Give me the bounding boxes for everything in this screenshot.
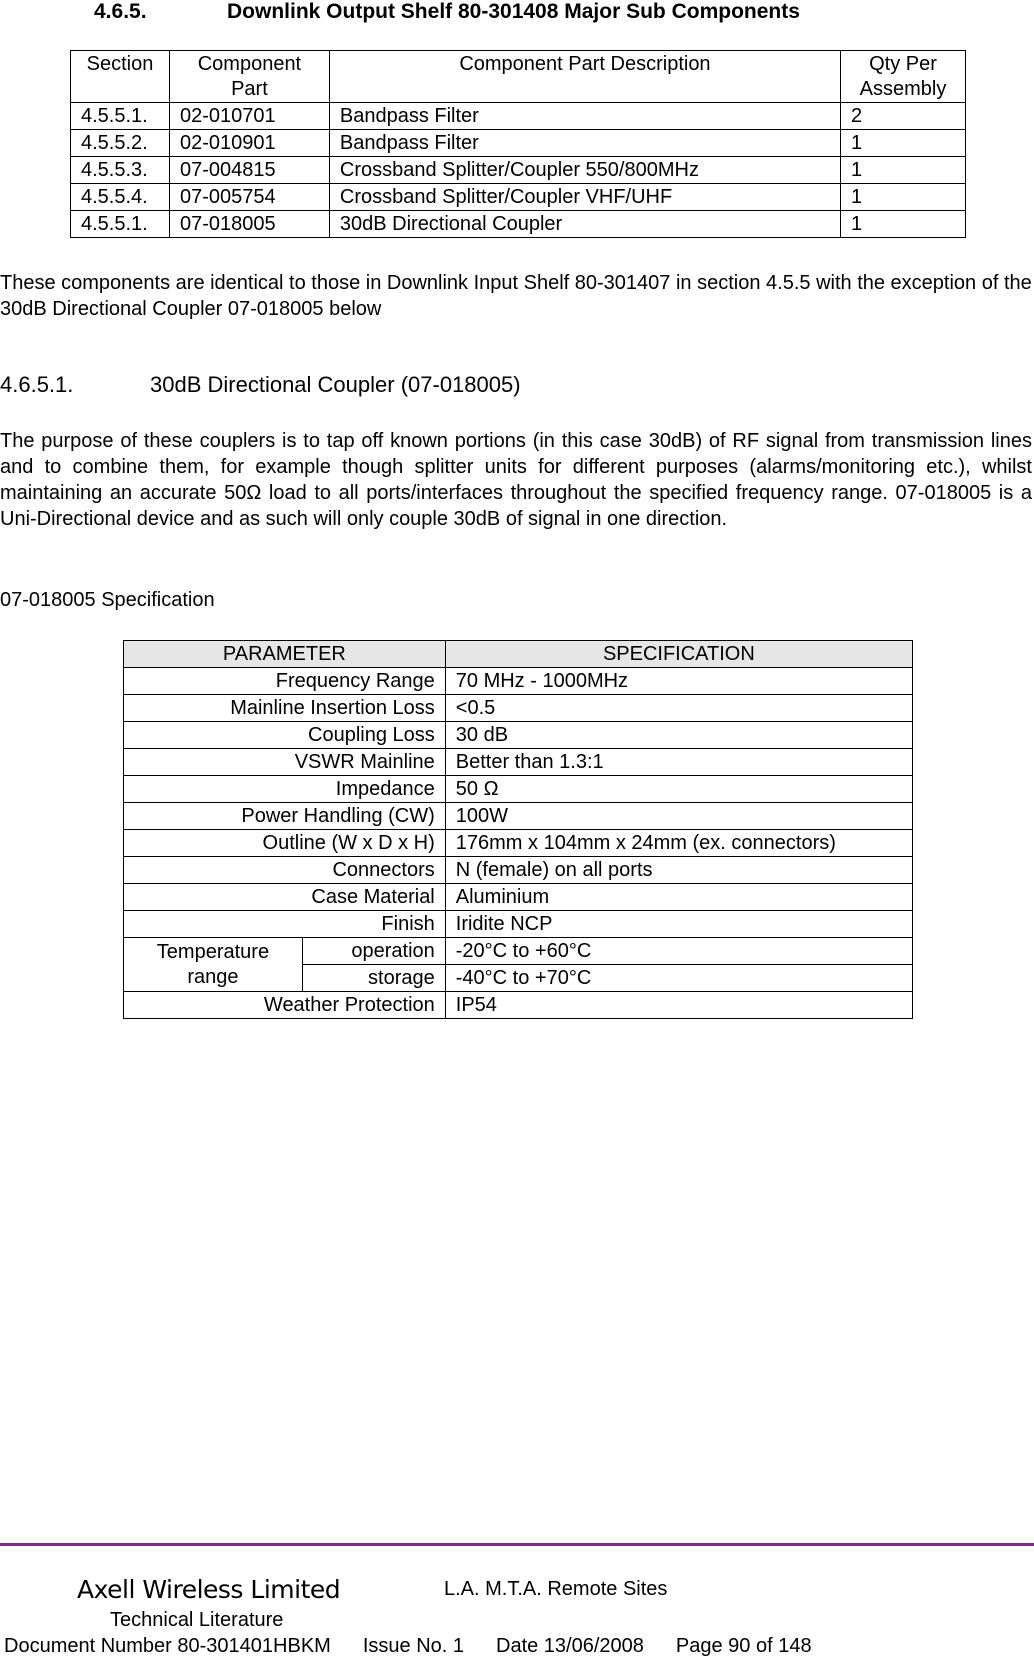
footer-date: Date 13/06/2008 <box>496 1635 644 1657</box>
spec-value: Aluminium <box>445 884 912 911</box>
spec-param: Coupling Loss <box>124 722 446 749</box>
cell-section: 4.5.5.2. <box>71 130 170 157</box>
cell-part: 02-010901 <box>169 130 329 157</box>
col-header-parameter: PARAMETER <box>124 641 446 668</box>
subsection-number: 4.6.5.1. <box>0 372 74 397</box>
section-heading <box>94 0 800 24</box>
table-row <box>71 130 966 157</box>
cell-section: 4.5.5.1. <box>71 103 170 130</box>
footer-site: L.A. M.T.A. Remote Sites <box>444 1578 668 1600</box>
spec-value: N (female) on all ports <box>445 857 912 884</box>
spec-row <box>124 830 913 857</box>
col-header-specification: SPECIFICATION <box>445 641 912 668</box>
spec-row <box>124 749 913 776</box>
spec-title: 07-018005 Specification <box>0 589 215 611</box>
cell-section: 4.5.5.3. <box>71 157 170 184</box>
spec-row <box>124 857 913 884</box>
table-header-row <box>71 51 966 103</box>
intro-note: These components are identical to those in Downlink Input Shelf 80-301407 in section 4.5.5 with the exception of the 30dB Directional Coupler 07-018005 below <box>0 272 1032 320</box>
cell-qty: 2 <box>841 103 966 130</box>
cell-qty: 1 <box>841 157 966 184</box>
table-row <box>71 103 966 130</box>
company-logo-text: Axell Wireless Limited <box>77 1575 341 1604</box>
footer-literature: Technical Literature <box>110 1609 284 1631</box>
temperature-operation-label: operation <box>302 938 445 965</box>
cell-description: Crossband Splitter/Coupler 550/800MHz <box>329 157 840 184</box>
cell-description: Crossband Splitter/Coupler VHF/UHF <box>329 184 840 211</box>
spec-value: 176mm x 104mm x 24mm (ex. connectors) <box>445 830 912 857</box>
spec-param: Mainline Insertion Loss <box>124 695 446 722</box>
spec-param: Case Material <box>124 884 446 911</box>
cell-description: 30dB Directional Coupler <box>329 211 840 238</box>
spec-value: 30 dB <box>445 722 912 749</box>
footer-issue: Issue No. 1 <box>362 1635 464 1657</box>
spec-param: Frequency Range <box>124 668 446 695</box>
temperature-storage-label: storage <box>302 965 445 992</box>
spec-row <box>124 911 913 938</box>
cell-section: 4.5.5.4. <box>71 184 170 211</box>
cell-section: 4.5.5.1. <box>71 211 170 238</box>
cell-part: 07-018005 <box>169 211 329 238</box>
spec-value: 100W <box>445 803 912 830</box>
col-header-description: Component Part Description <box>329 51 840 103</box>
components-table <box>70 50 966 238</box>
spec-row <box>124 938 913 965</box>
spec-row <box>124 992 913 1019</box>
footer-page: Page 90 of 148 <box>675 1635 812 1657</box>
spec-value: <0.5 <box>445 695 912 722</box>
subsection-heading <box>0 372 521 398</box>
spec-row <box>124 776 913 803</box>
col-header-qty: Qty Per Assembly <box>841 51 966 103</box>
specification-table <box>123 640 913 1019</box>
spec-value: 50 Ω <box>445 776 912 803</box>
spec-value: IP54 <box>445 992 912 1019</box>
purpose-paragraph: The purpose of these couplers is to tap off known portions (in this case 30dB) of RF signal from transmission lines and to combine them, for example though splitter units for different purposes (alarms/monitoring etc.), whilst maintaining an accurate 50Ω load to all ports/interfaces throughout the specified frequency range. 07-018005 is a Uni-Directional device and as such will only couple 30dB of signal in one direction. <box>0 430 1032 530</box>
spec-row <box>124 884 913 911</box>
spec-param: Impedance <box>124 776 446 803</box>
section-number: 4.6.5. <box>94 0 147 23</box>
spec-param: Finish <box>124 911 446 938</box>
spec-row <box>124 722 913 749</box>
temperature-range-label: Temperature range <box>124 938 303 992</box>
cell-qty: 1 <box>841 211 966 238</box>
subsection-title: 30dB Directional Coupler (07-018005) <box>150 372 521 397</box>
table-row <box>71 211 966 238</box>
spec-row <box>124 803 913 830</box>
temperature-storage-value: -40°C to +70°C <box>445 965 912 992</box>
spec-row <box>124 668 913 695</box>
col-header-section: Section <box>71 51 170 103</box>
cell-qty: 1 <box>841 130 966 157</box>
spec-param: VSWR Mainline <box>124 749 446 776</box>
cell-part: 02-010701 <box>169 103 329 130</box>
spec-param: Outline (W x D x H) <box>124 830 446 857</box>
footer-document-info <box>4 1635 844 1658</box>
cell-description: Bandpass Filter <box>329 103 840 130</box>
col-header-component-part: Component Part <box>169 51 329 103</box>
spec-param: Weather Protection <box>124 992 446 1019</box>
spec-row <box>124 695 913 722</box>
temperature-operation-value: -20°C to +60°C <box>445 938 912 965</box>
cell-qty: 1 <box>841 184 966 211</box>
spec-value: 70 MHz - 1000MHz <box>445 668 912 695</box>
cell-part: 07-005754 <box>169 184 329 211</box>
section-title: Downlink Output Shelf 80-301408 Major Sub Components <box>227 0 800 23</box>
table-row <box>71 184 966 211</box>
table-row <box>71 157 966 184</box>
spec-param: Power Handling (CW) <box>124 803 446 830</box>
spec-header-row <box>124 641 913 668</box>
spec-value: Iridite NCP <box>445 911 912 938</box>
spec-param: Connectors <box>124 857 446 884</box>
footer-doc-number: Document Number 80-301401HBKM <box>4 1635 331 1657</box>
spec-value: Better than 1.3:1 <box>445 749 912 776</box>
cell-part: 07-004815 <box>169 157 329 184</box>
footer-divider <box>0 1543 1034 1546</box>
cell-description: Bandpass Filter <box>329 130 840 157</box>
